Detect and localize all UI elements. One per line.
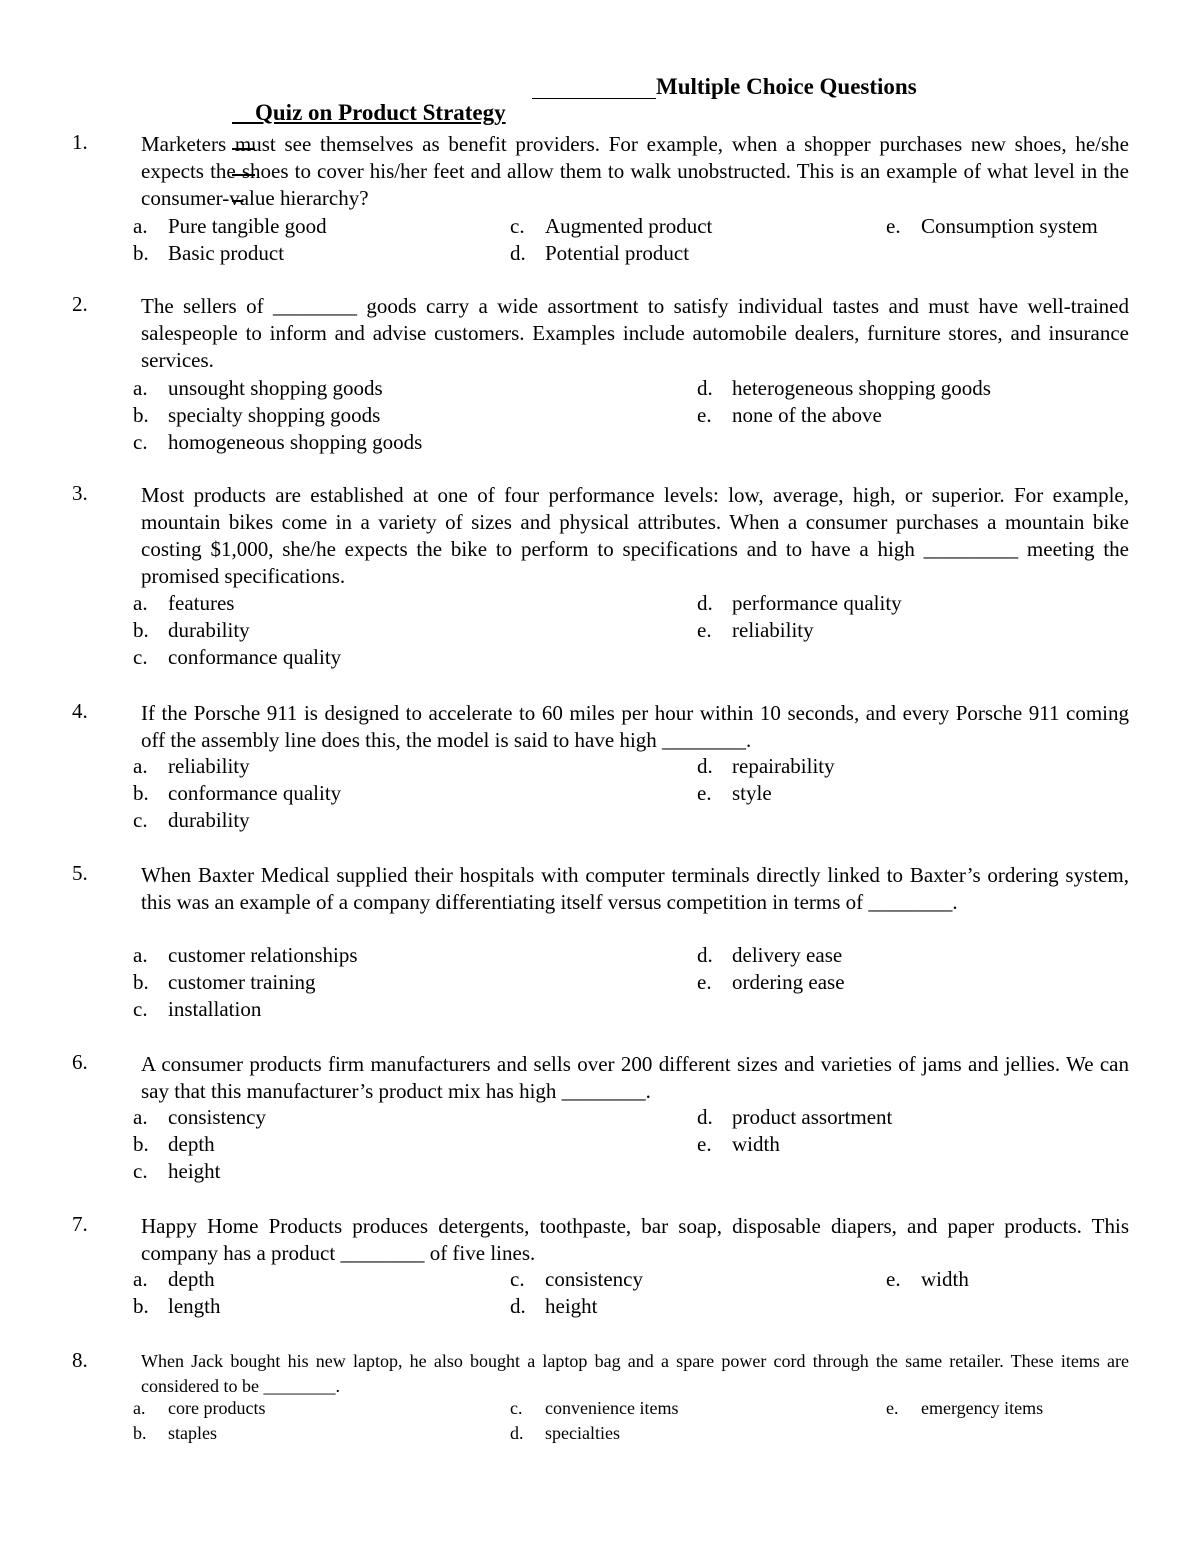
option-text: durability [168, 618, 250, 642]
question-text: A consumer products firm manufacturers and sells over 200 different sizes and varieties of jams and jellies. We can say that this manufacturer’s product mix has high ________. [141, 1052, 1129, 1103]
option-letter: b. [133, 970, 149, 994]
option-text: staples [168, 1423, 217, 1443]
question-text: Happy Home Products produces detergents, toothpaste, bar soap, disposable diapers, and paper products. This company has a product ________ of five lines. [141, 1214, 1129, 1265]
option-letter: e. [886, 1398, 899, 1418]
option-letter: c. [133, 1159, 148, 1183]
option-letter: b. [133, 1423, 147, 1443]
question-number: 2. [72, 292, 88, 316]
option-letter: b. [133, 618, 149, 642]
option-text: core products [168, 1398, 266, 1418]
option-letter: e. [697, 970, 712, 994]
option-text: unsought shopping goods [168, 376, 383, 400]
option-text: specialty shopping goods [168, 403, 381, 427]
option-text: reliability [732, 618, 814, 642]
option-text: product assortment [732, 1105, 893, 1129]
option-text: Potential product [545, 241, 690, 265]
option-text: heterogeneous shopping goods [732, 376, 991, 400]
option-text: repairability [732, 754, 835, 778]
option-letter: d. [510, 1423, 524, 1443]
option-letter: a. [133, 376, 148, 400]
option-letter: d. [510, 241, 526, 265]
option-text: performance quality [732, 591, 902, 615]
option-text: convenience items [545, 1398, 679, 1418]
option-text: height [545, 1294, 598, 1318]
option-letter: e. [697, 618, 712, 642]
question-number: 3. [72, 481, 88, 505]
option-letter: b. [133, 241, 149, 265]
option-letter: c. [510, 1398, 523, 1418]
option-letter: c. [510, 214, 525, 238]
option-text: ordering ease [732, 970, 845, 994]
option-letter: c. [133, 808, 148, 832]
question-number: 1. [72, 130, 88, 154]
option-text: consistency [168, 1105, 266, 1129]
option-letter: a. [133, 214, 148, 238]
question-number: 7. [72, 1212, 88, 1236]
option-letter: d. [697, 754, 713, 778]
option-letter: b. [133, 1132, 149, 1156]
option-letter: d. [697, 943, 713, 967]
option-text: customer relationships [168, 943, 358, 967]
option-text: emergency items [921, 1398, 1044, 1418]
option-letter: e. [697, 1132, 712, 1156]
option-letter: a. [133, 1398, 146, 1418]
option-letter: c. [133, 645, 148, 669]
title-right: Multiple Choice Questions [656, 74, 917, 99]
question-text: When Baxter Medical supplied their hospitals with computer terminals directly linked to Baxter’s ordering system, this was an example of a company differentiating itself versus competition in terms of ________. [141, 863, 1129, 914]
option-text: width [732, 1132, 780, 1156]
title-left: Quiz on Product Strategy [255, 100, 506, 125]
option-letter: c. [133, 997, 148, 1021]
option-text: Basic product [168, 241, 285, 265]
option-text: length [168, 1294, 221, 1318]
question-number: 6. [72, 1050, 88, 1074]
option-text: depth [168, 1267, 215, 1291]
option-text: durability [168, 808, 250, 832]
option-text: features [168, 591, 235, 615]
question-number: 4. [72, 699, 88, 723]
option-letter: e. [697, 403, 712, 427]
option-letter: e. [697, 781, 712, 805]
option-text: Consumption system [921, 214, 1098, 238]
option-letter: d. [697, 1105, 713, 1129]
option-letter: e. [886, 1267, 901, 1291]
option-letter: d. [510, 1294, 526, 1318]
option-text: height [168, 1159, 221, 1183]
option-letter: a. [133, 1105, 148, 1129]
option-letter: b. [133, 403, 149, 427]
question-text: Marketers must see themselves as benefit providers. For example, when a shopper purchases new shoes, he/she expects the shoes to cover his/her feet and allow them to walk unobstructed. This is an example of what level in the consumer-value hierarchy? [141, 132, 1129, 210]
option-text: installation [168, 997, 262, 1021]
option-letter: d. [697, 376, 713, 400]
title-underline-gap [532, 74, 656, 99]
option-letter: a. [133, 1267, 148, 1291]
option-text: width [921, 1267, 969, 1291]
option-letter: b. [133, 1294, 149, 1318]
option-letter: e. [886, 214, 901, 238]
option-text: consistency [545, 1267, 643, 1291]
option-letter: a. [133, 754, 148, 778]
question-text: If the Porsche 911 is designed to accelerate to 60 miles per hour within 10 seconds, and every Porsche 911 coming off the assembly line does this, the model is said to have high ________. [141, 701, 1129, 752]
option-text: homogeneous shopping goods [168, 430, 423, 454]
option-text: conformance quality [168, 781, 342, 805]
option-text: depth [168, 1132, 215, 1156]
option-letter: b. [133, 781, 149, 805]
question-number: 8. [72, 1348, 88, 1372]
option-text: customer training [168, 970, 316, 994]
question-text: Most products are established at one of four performance levels: low, average, high, or superior. For example, mountain bikes come in a variety of sizes and physical attributes. When a consumer purchases a mountain bike costing $1,000, she/he expects the bike to perform to specifications and to have a high _________ meeting the promised specifications. [141, 483, 1129, 588]
option-text: style [732, 781, 772, 805]
option-letter: c. [133, 430, 148, 454]
option-text: Augmented product [545, 214, 713, 238]
option-text: conformance quality [168, 645, 342, 669]
option-letter: a. [133, 591, 148, 615]
question-text: The sellers of ________ goods carry a wide assortment to satisfy individual tastes and must have well-trained salespeople to inform and advise customers. Examples include automobile dealers, furniture stores, and insurance services. [141, 294, 1129, 372]
option-text: Pure tangible good [168, 214, 327, 238]
option-text: delivery ease [732, 943, 843, 967]
option-letter: d. [697, 591, 713, 615]
option-text: reliability [168, 754, 250, 778]
option-text: none of the above [732, 403, 882, 427]
option-letter: a. [133, 943, 148, 967]
option-text: specialties [545, 1423, 620, 1443]
option-letter: c. [510, 1267, 525, 1291]
question-number: 5. [72, 861, 88, 885]
question-text: When Jack bought his new laptop, he also bought a laptop bag and a spare power cord through the same retailer. These items are considered to be ________. [141, 1351, 1129, 1396]
